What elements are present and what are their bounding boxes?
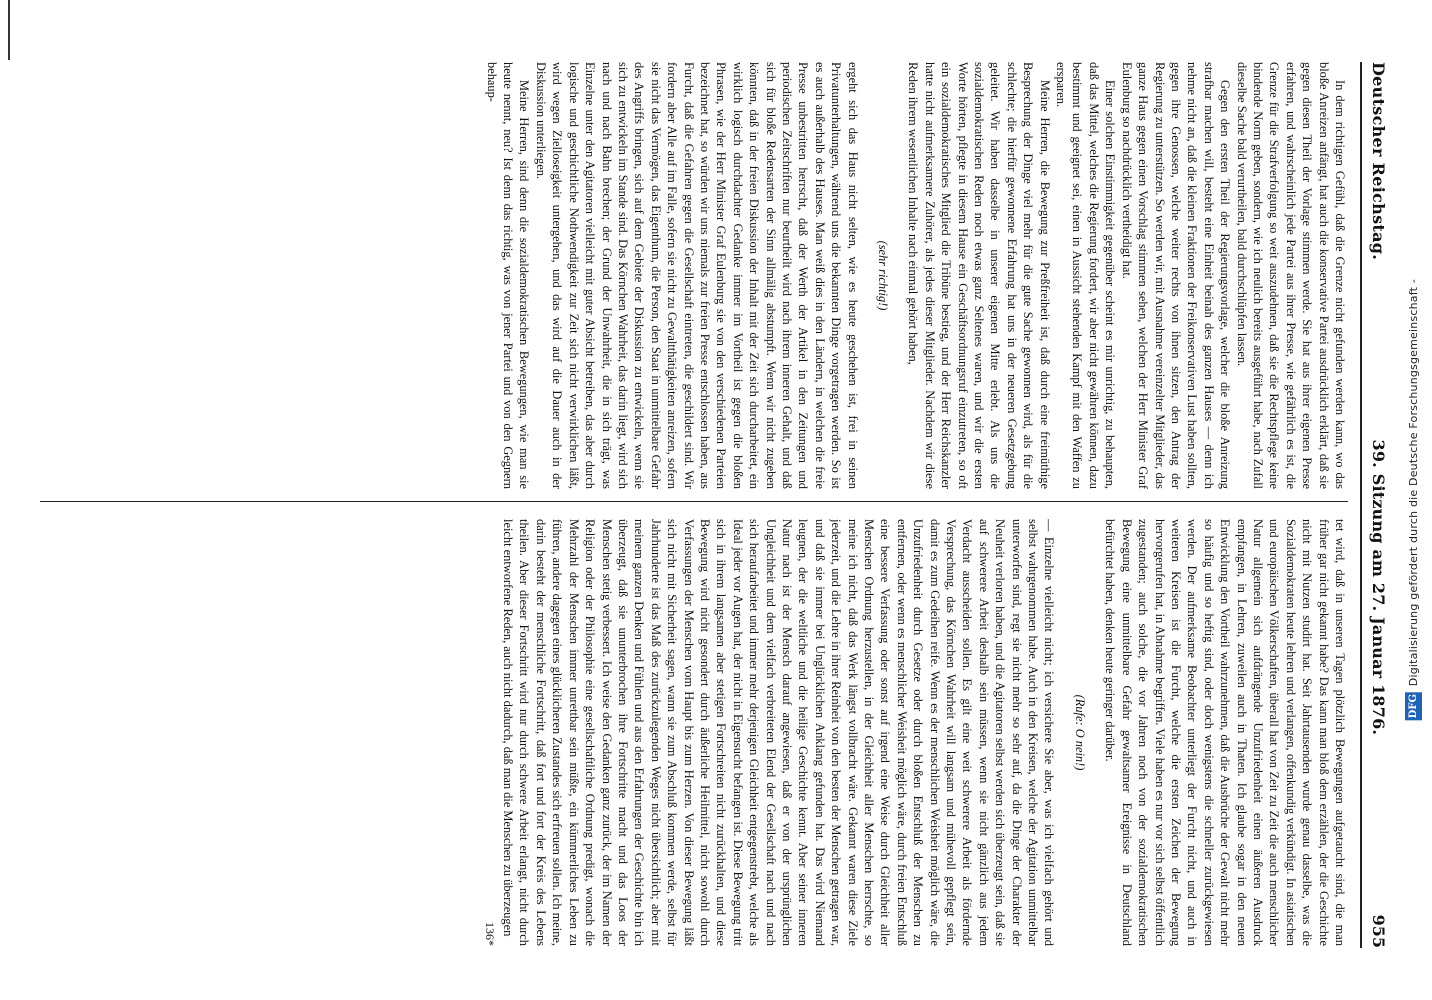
paragraph: tet wird, daß in unseren Tagen plötzlich Bewegungen aufgetaucht sind, die man früher gar nicht gekannt habe? Das kann man bloß dem erzählen, der die Geschichte nicht mit Nutzen studirt hat. Seit Jahrtausenden wurde genau dasselbe, was die Sozialdemokraten heute lehren und verlangen, offenkundig verkündigt. In asiatischen und europäischen Völkerschaften, überall hat von Zeit zu Zeit die auch menschlicher Natur allgemein sich aufdrängende Unzufriedenheit einen äußeren Ausdruck empfangen, in Lehren, zuweilen auch in Thaten. Ich glaube sogar in den neuen Entwicklung den Vortheil wahrzunehmen, daß die Ausbrüche der Gewalt nicht mehr so häufig und so heftig sind, oder doch wenigstens die schneller zurückgewiesen werden. Der aufmerksame Beobachter unterliegt der Furcht nicht, und auch in weiteren Kreisen ist die Furcht, welche die ersten Zeichen der Bewegung hervorgerufen hat, in Abnahme begriffen. Viele haben es nur vor sich selbst öffentlich zugestanden; auch solche, die vor Jahren noch von der sozialdemokratischen Bewegung eine unmittelbare Gefahr gewaltsamer Ereignisse in Deutschland befürchtet haben, denken heute geringer darüber. [1103, 519, 1347, 946]
column-divider [40, 501, 1348, 502]
publication-title: Deutscher Reichstag. [1369, 62, 1389, 261]
paragraph: Gegen den ersten Theil der Regierungsvorlage, welcher die bloße Anreizung strafbar machen will, besteht eine Einheit beinah des ganzen Hauses — denn ich nehme nicht an, daß die kleinen Fraktionen der Freikonservativen Lust haben sollten, gegen ihre Genossen, welche weiter rechts von ihnen sitzen, den Antrag der Regierung zu unterstützen. So werden wir, mit Ausnahme vereinzelter Mitglieder, das ganze Haus gegen einen Vorschlag stimmen sehen, welchen der Herr Minister Graf Eulenburg so nachdrücklich vertheidigt hat. [1119, 62, 1233, 489]
page-number: 955 [1369, 914, 1389, 948]
left-column [40, 62, 1348, 489]
interjection: (Rufe: O nein!) [1072, 694, 1087, 771]
digitization-credit [1400, 0, 1426, 1000]
paragraph: Meine Herren, sind denn die sozialdemokratischen Bewegungen, wie man sie heute nennt, neu? Ist denn das richtig, was von jener Partei und von den Gegnern behaup- [484, 62, 532, 489]
paragraph: In dem richtigen Gefühl, daß die Grenze nicht gefunden werden kann, wo das bloße Anreizen anfängt, hat auch die konservative Partei ausdrücklich erklärt, daß sie gegen diesen Theil der Vorlage stimmen werde. Sie hat aus ihrer eigenen Presse erfahren, und wahrscheinlich jede Partei aus ihrer Presse, wie gefährlich es ist, die Grenze für die Strafverfolgung so weit auszudehnen, daß sie die Rechtspflege keine bindende Norm geben, sondern, wie ich neulich bereits ausgeführt habe, nach Zufall dieselbe Sache bald verurtheilen, bald durchschlüpfen lassen. [1234, 62, 1347, 489]
interjection: (sehr richtig!) [876, 240, 891, 311]
scan-edge-mark [2, 0, 10, 60]
signature-mark: 136* [482, 922, 497, 946]
paragraph: Einer solchen Einstimmigkeit gegenüber scheint es mir unrichtig, zu behaupten, daß das Mittel, welches die Regierung fordert, wir aber nicht gewähren können, dazu bestimmt und geeignet sei, einen in Aussicht stehenden Kampf mit den Waffen zu ersparen. [1054, 62, 1118, 489]
paragraph: ergeht sich das Haus nicht selten, wie es heute geschehen ist, frei in seinen Privatunterhaltungen, während uns die bekannten Dinge vorgetragen werden. So ist es auch außerhalb des Hauses. Man weiß dies in den Ländern, in welchen die freie Presse unbestritten herrscht, daß der Werth der Artikel in den Zeitungen und periodischen Zeitschriften nur beurtheilt wird nach ihrem inneren Gehalt, und daß sich für bloße Redensarten der Sinn allmälig abstumpft. Wenn wir nicht zugeben könnten, daß in der freien Diskussion der Inhalt mit der Zeit sich durcharbeitet, ein wirklich logisch durchdachter Gedanke immer im Vortheil ist gegen die bloßen Phrasen, wie der Herr Minister Graf Eulenburg sie von den verschiedenen Parteien bezeichnet hat, so würden wir uns niemals zur freien Presse entschlossen haben, aus Furcht, daß die Gefahren gegen die Gesellschaft eintreten, die geschildert sind. Wir fordern aber Alle auf im Falle, sofern sie nicht zu Gewaltthätigkeiten anreizen, sofern sie nicht das Vermögen, das Eigenthum, die Person, den Staat in unmittelbare Gefahr des Angriffs bringen, sich auf dem Gebiete der Diskussion zu entwickeln, wenn sie sich zu entwickeln im Stande sind. Das Körnchen Wahrheit, das darin liegt, wird sich nach und nach Bahn brechen; der Grund der Unwahrheit, die in sich trägt, was Einzelne unter den Agitatoren vielleicht mit guter Absicht betreiben, das aber durch logische und geschichtliche Nothwendigkeit zur Zeit sich nicht verwirklichen läßt, wird wegen Zielloseigkeit untergehen, und das wird auf die Dauer auch in der Diskussion unterliegen. [533, 62, 860, 489]
page-header [1360, 62, 1396, 948]
right-column [40, 519, 1348, 946]
paragraph: Meine Herren, die Bewegung zur Preßfreiheit ist, daß durch eine freimüthige Besprechung der Dinge viel mehr für die gute Sache gewonnen wird, als für die schlechte; die hierfür gewonnene Erfahrung hat uns in der neueren Gesetzgebung geleitet. Wir haben dasselbe in unserer eigenen Mitte erlebt. Als uns die sozialdemokratischen Reden noch etwas ganz Seltenes waren, und wir die ersten Worte hörten, pflegte in diesem Hause ein Geschäftsordnungsruf einzutreten, so oft ein sozialdemokratisches Mitglied die Tribüne bestieg, und der Herr Reichskanzler hatte nicht aufmerksamere Zuhörer, als jedes dieser Mitglieder. Nachdem wir diese Reden ihrem wesentlichen Inhalte nach einmal gehört haben, [906, 62, 1052, 489]
credit-text: Digitalisierung gefördert durch die Deutsche Forschungsgemeinschaft - [1406, 279, 1420, 687]
session-date: 39. Sitzung am 27. Januar 1876. [1369, 439, 1389, 736]
dfg-logo: DFG [1405, 692, 1422, 720]
paragraph: — Einzelne vielleicht nicht; ich versichere Sie aber, was ich vielfach gehört und selbst wahrgenommen habe. Auch in den Kreisen, welche der Agitation unmittelbar unterworfen sind, regt sie nicht mehr so sehr auf, da die Dinge der Charakter der Neuheit verloren haben, und die Agitatoren selbst werden sich überzeugt sein, daß sie auf schwerere Arbeit deshalb sein müssen, wenn sie nicht gänzlich aus jedem Verdacht ausscheiden sollen. Es gilt eine weit schwerere Arbeit als fördernde Versprechung, das Körnchen Wahrheit will langsam und mühevoll gepflegt sein, damit es zum Gedeihen reife. Wenn es der menschlichen Weisheit möglich wäre, die Unzufriedenheit durch Gesetze oder durch bloßen Entschluß der Menschen zu entfernen, oder wenn es menschlicher Weisheit möglich wäre, durch freien Entschluß eine bessere Verfassung oder sonst auf irgend eine Weise durch Gleichheit aller Menschen Ordnung herzustellen, in der Gleichheit aller Menschen herrschte, so meine ich nicht, daß das Werk längst vollbracht wäre. Gekannt waren diese Ziele jederzeit, und die Lehre in ihrer Reinheit von den besten der Menschen getragen war, und daß sie immer bei Unglücklichen Anklang gefunden hat. Das wird Niemand leugnen, der die weltliche und die heilige Geschichte kennt. Aber seiner inneren Natur nach ist der Mensch darauf angewiesen, daß er von der ursprünglichen Ungleichheit und dem vielfach verbreiteten Elend der Gesellschaft nach und nach sich heraufarbeitet und immer mehr derjenigen Gleichheit entgegenstrebt, welche als Ideal jeder vor Augen hat, der nicht in Eigensucht befangen ist. Diese Bewegung tritt sich in ihrem langsamen aber stetigen Fortschreiten nicht zurückhalten, und diese Bewegung wird nicht gesondert durch äußerliche Heilmittel, nicht sowohl durch Verfassungen der Menschen vom Haupt bis zum Herzen. Von dieser Bewegung läßt sich nicht mit Sicherheit sagen, wann sie zum Abschluß kommen werde, selbst für Jahrhunderte ist das Maß des zurückzulegenden Weges nicht übersichtlich; aber mit meinem ganzen Denken und Fühlen und aus den Erfahrungen der Geschichte bin ich überzeugt, daß sie ununterbrochen ihre Fortschritte macht und das Loos der Menschen stetig verbessert. Ich weise den Gedanken ganz zurück, der im Namen der Religion oder der Philosophie eine gesellschaftliche Ordnung predigt, wonach die Mehrzahl der Menschen immer unrettbar sein müßte, ein kümmerliches Leben zu führen, andere dagegen eines glücklicheren Zustandes sich erfreuen sollen. Ich meine, darin besteht der menschliche Fortschritt, daß fort und fort der Kreis des Lebens theilen. Aber dieser Fortschritt wird nur durch schwere Arbeit erlangt, nicht durch leicht entworfene Reden, auch nicht dadurch, daß man die Menschen zu überzeugen [501, 519, 1057, 946]
